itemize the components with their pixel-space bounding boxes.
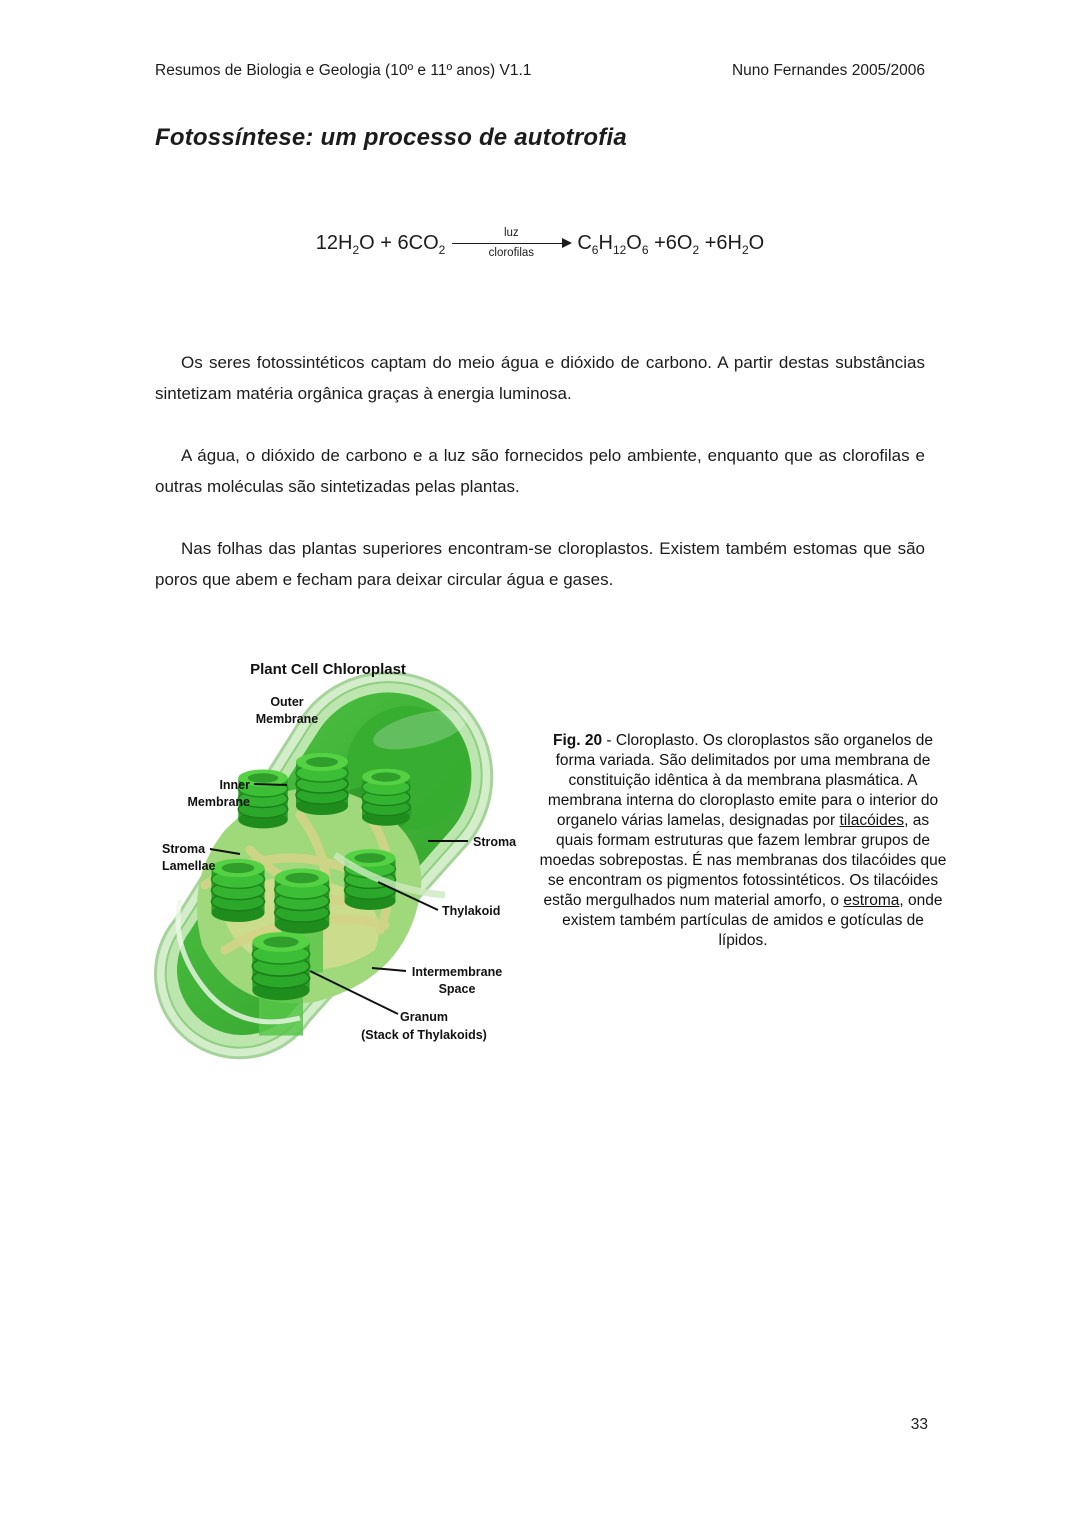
figure-label-granum: Granum (Stack of Thylakoids) (361, 1010, 487, 1042)
chloroplast-illustration (150, 650, 535, 1062)
header-right: Nuno Fernandes 2005/2006 (731, 62, 925, 79)
equation-text: O + 6CO (359, 232, 439, 254)
header-left: Resumos de Biologia e Geologia (10º e 11º anos) V1.1 (155, 62, 532, 79)
equation-text: +6H (699, 232, 742, 254)
paragraph-3: Nas folhas das plantas superiores encontram-se cloroplastos. Existem também estomas que são poros que abem e fecham para deixar circular água e gases. (155, 539, 925, 589)
figure-label-thylakoid: Thylakoid (442, 904, 501, 918)
figure-label-intermembrane-space: Intermembrane Space (411, 965, 503, 996)
paragraph-1: Os seres fotossintéticos captam do meio água e dióxido de carbono. A partir destas substâncias sintetizam matéria orgânica graças à energia luminosa. (155, 353, 925, 403)
caption-text: , as quais formam estruturas que fazem lembrar grupos de moedas sobrepostas. É nas membranas dos tilacóides que se encontram os pigmentos fotossintéticos. Os tilacóides estão mergulhados num material amorfo, o (539, 812, 947, 909)
equation-subscript: 6 (591, 243, 599, 257)
figure-label-outer-membrane: Outer Membrane (255, 695, 319, 726)
equation-text: C (577, 232, 592, 254)
figure-label-stroma-lamellae: Stroma Lamellae (162, 842, 216, 873)
figure-label-stroma: Stroma (473, 835, 517, 849)
paragraph-2: A água, o dióxido de carbono e a luz são fornecidos pelo ambiente, enquanto que as clorofilas e outras moléculas são sintetizadas pelas plantas. (155, 446, 925, 496)
figure-leader-line-inner-membrane (254, 784, 287, 785)
arrow-label-clorofilas: clorofilas (488, 246, 535, 259)
equation-text: O (748, 232, 765, 254)
caption-text: - Cloroplasto. Os cloroplastos são organelos de forma variada. São delimitados por uma membrana de constituição idêntica à da membrana plasmática. A membrana interna do cloroplasto emite para o interior do organelo várias lamelas, designadas por (547, 732, 939, 829)
equation-text: O (626, 232, 642, 254)
caption-key-term: estroma (843, 892, 900, 909)
page-number: 33 (910, 1416, 928, 1433)
equation-arrow (452, 228, 570, 259)
photosynthesis-equation (0, 228, 1080, 259)
arrow-line-icon (452, 243, 570, 244)
section-title: Fotossíntese: um processo de autotrofia (155, 124, 627, 151)
arrow-label-luz: luz (503, 227, 519, 239)
caption-key-term: tilacóides (839, 812, 905, 829)
equation-subscript: 2 (438, 243, 446, 257)
figure-caption (538, 731, 948, 951)
equation-text: H (598, 232, 613, 254)
equation-subscript: 12 (612, 243, 627, 257)
equation-text: +6O (648, 232, 693, 254)
equation-rhs (577, 232, 764, 255)
equation-lhs (316, 232, 446, 255)
equation-subscript: 2 (741, 243, 749, 257)
equation-subscript: 2 (352, 243, 360, 257)
caption-fig-ref: Fig. 20 (553, 732, 603, 749)
figure-title: Plant Cell Chloroplast (250, 661, 406, 678)
caption-text: , onde existem também partículas de amidos e gotículas de lípidos. (562, 892, 943, 949)
equation-text: 12H (315, 232, 353, 254)
equation-subscript: 6 (641, 243, 649, 257)
page-header (155, 62, 925, 81)
figure-label-inner-membrane: Inner Membrane (187, 778, 250, 809)
body-paragraphs (155, 347, 925, 626)
equation-subscript: 2 (692, 243, 700, 257)
